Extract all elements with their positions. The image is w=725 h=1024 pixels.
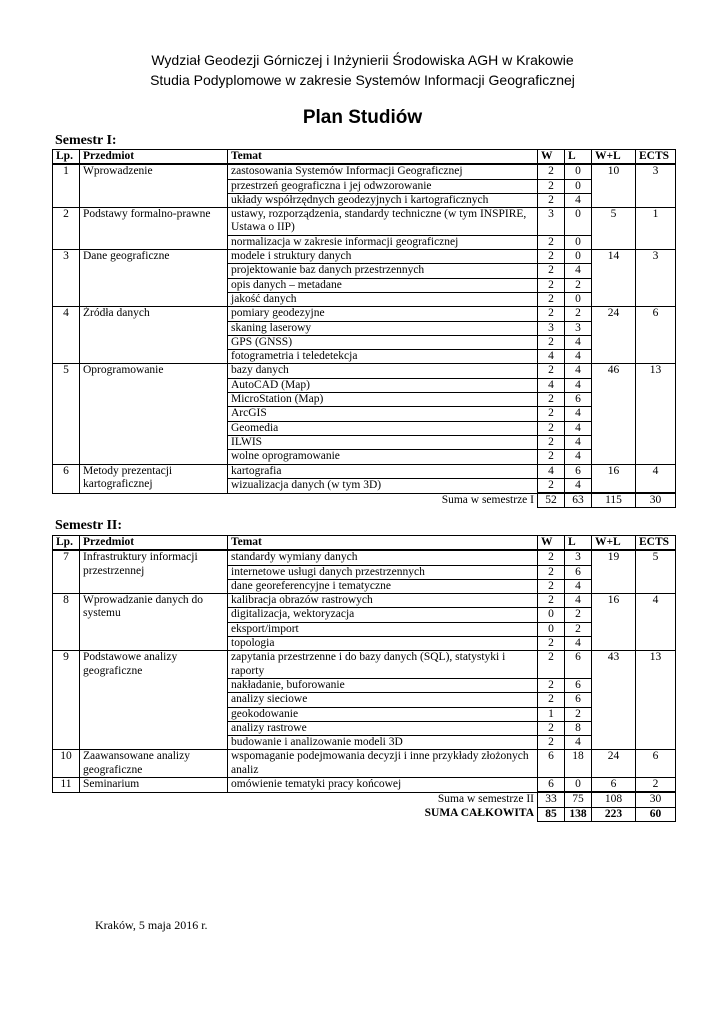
subject-name: Źródła danych bbox=[80, 307, 228, 364]
summary-wl: 115 bbox=[592, 493, 636, 508]
topic-name: Geomedia bbox=[228, 421, 538, 435]
total-hours: 43 bbox=[592, 651, 636, 750]
table-row bbox=[53, 594, 676, 608]
col-header-ects: ECTS bbox=[636, 150, 676, 165]
ects-points: 13 bbox=[636, 364, 676, 464]
total-hours: 19 bbox=[592, 550, 636, 593]
total-hours: 24 bbox=[592, 307, 636, 364]
lecture-hours: 2 bbox=[538, 164, 565, 179]
topic-name: zapytania przestrzenne i do bazy danych (SQL), statystyki i raporty bbox=[228, 651, 538, 679]
page-title: Plan Studiów bbox=[302, 107, 423, 128]
summary-wl: 108 bbox=[592, 792, 636, 807]
lab-hours: 4 bbox=[565, 335, 592, 349]
summary-row bbox=[53, 493, 676, 508]
total-hours: 10 bbox=[592, 164, 636, 207]
lab-hours: 0 bbox=[565, 179, 592, 193]
table-row bbox=[53, 550, 676, 565]
summary-ects: 30 bbox=[636, 493, 676, 508]
lab-hours: 4 bbox=[565, 594, 592, 608]
lecture-hours: 3 bbox=[538, 208, 565, 236]
ects-points: 3 bbox=[636, 250, 676, 307]
lab-hours: 2 bbox=[565, 307, 592, 321]
topic-name: normalizacja w zakresie informacji geograficznej bbox=[228, 235, 538, 249]
lab-hours: 4 bbox=[565, 736, 592, 750]
ects-points: 2 bbox=[636, 778, 676, 793]
lab-hours: 0 bbox=[565, 164, 592, 179]
lecture-hours: 4 bbox=[538, 378, 565, 392]
lab-hours: 4 bbox=[565, 435, 592, 449]
summary-w: 85 bbox=[538, 807, 565, 821]
lecture-hours: 2 bbox=[538, 421, 565, 435]
summary-ects: 30 bbox=[636, 792, 676, 807]
lecture-hours: 0 bbox=[538, 622, 565, 636]
lab-hours: 6 bbox=[565, 651, 592, 679]
lecture-hours: 2 bbox=[538, 264, 565, 278]
place-date: Kraków, 5 maja 2016 r. bbox=[95, 918, 208, 932]
lab-hours: 4 bbox=[565, 264, 592, 278]
faculty-name: Wydział Geodezji Górniczej i Inżynierii Środowiska AGH w Krakowie bbox=[151, 52, 574, 68]
lecture-hours: 4 bbox=[538, 350, 565, 364]
table-row bbox=[53, 464, 676, 478]
summary-l: 138 bbox=[565, 807, 592, 821]
lecture-hours: 2 bbox=[538, 193, 565, 207]
ects-points: 4 bbox=[636, 594, 676, 651]
topic-name: dane georeferencyjne i tematyczne bbox=[228, 579, 538, 593]
total-hours: 6 bbox=[592, 778, 636, 793]
lecture-hours: 4 bbox=[538, 464, 565, 478]
summary-label: Suma w semestrze I bbox=[441, 493, 534, 506]
lecture-hours: 2 bbox=[538, 693, 565, 707]
ects-points: 5 bbox=[636, 550, 676, 593]
subject-number: 11 bbox=[53, 778, 80, 793]
lecture-hours: 2 bbox=[538, 364, 565, 378]
topic-name: kalibracja obrazów rastrowych bbox=[228, 594, 538, 608]
lab-hours: 2 bbox=[565, 622, 592, 636]
semester-1-table bbox=[52, 149, 676, 508]
lecture-hours: 3 bbox=[538, 321, 565, 335]
lecture-hours: 2 bbox=[538, 307, 565, 321]
subject-name: Metody prezentacji kartograficznej bbox=[80, 464, 228, 493]
lab-hours: 6 bbox=[565, 678, 592, 692]
lecture-hours: 2 bbox=[538, 179, 565, 193]
table-row bbox=[53, 307, 676, 321]
topic-name: topologia bbox=[228, 637, 538, 651]
subject-number: 9 bbox=[53, 651, 80, 750]
topic-name: AutoCAD (Map) bbox=[228, 378, 538, 392]
topic-name: budowanie i analizowanie modeli 3D bbox=[228, 736, 538, 750]
ects-points: 1 bbox=[636, 208, 676, 250]
subject-name: Podstawy formalno-prawne bbox=[80, 208, 228, 250]
topic-name: projektowanie baz danych przestrzennych bbox=[228, 264, 538, 278]
lab-hours: 4 bbox=[565, 193, 592, 207]
lecture-hours: 0 bbox=[538, 608, 565, 622]
col-header-wl: W+L bbox=[592, 536, 636, 551]
table-row bbox=[53, 778, 676, 793]
lab-hours: 3 bbox=[565, 550, 592, 565]
topic-name: układy współrzędnych geodezyjnych i kartograficznych bbox=[228, 193, 538, 207]
ects-points: 6 bbox=[636, 307, 676, 364]
subject-name: Wprowadzanie danych do systemu bbox=[80, 594, 228, 651]
subject-number: 5 bbox=[53, 364, 80, 464]
lecture-hours: 2 bbox=[538, 393, 565, 407]
summary-wl: 223 bbox=[592, 807, 636, 821]
summary-ects: 60 bbox=[636, 807, 676, 821]
topic-name: nakładanie, buforowanie bbox=[228, 678, 538, 692]
summary-row bbox=[53, 807, 676, 821]
lab-hours: 6 bbox=[565, 464, 592, 478]
lab-hours: 4 bbox=[565, 364, 592, 378]
topic-name: wizualizacja danych (w tym 3D) bbox=[228, 478, 538, 493]
col-header-wl: W+L bbox=[592, 150, 636, 165]
topic-name: standardy wymiany danych bbox=[228, 550, 538, 565]
lab-hours: 2 bbox=[565, 707, 592, 721]
total-hours: 16 bbox=[592, 594, 636, 651]
topic-name: fotogrametria i teledetekcja bbox=[228, 350, 538, 364]
subject-number: 2 bbox=[53, 208, 80, 250]
lab-hours: 4 bbox=[565, 478, 592, 493]
lab-hours: 4 bbox=[565, 450, 592, 464]
summary-w: 52 bbox=[538, 493, 565, 508]
summary-label: Suma w semestrze II bbox=[437, 792, 534, 805]
lab-hours: 8 bbox=[565, 721, 592, 735]
summary-l: 63 bbox=[565, 493, 592, 508]
ects-points: 6 bbox=[636, 750, 676, 778]
subject-number: 1 bbox=[53, 164, 80, 207]
lab-hours: 4 bbox=[565, 579, 592, 593]
lecture-hours: 2 bbox=[538, 278, 565, 292]
lecture-hours: 2 bbox=[538, 407, 565, 421]
lecture-hours: 2 bbox=[538, 637, 565, 651]
summary-spacer bbox=[53, 493, 228, 508]
col-header-ects: ECTS bbox=[636, 536, 676, 551]
topic-name: ustawy, rozporządzenia, standardy techniczne (w tym INSPIRE, Ustawa o IIP) bbox=[228, 208, 538, 236]
table-row bbox=[53, 164, 676, 179]
subject-number: 4 bbox=[53, 307, 80, 364]
lab-hours: 2 bbox=[565, 278, 592, 292]
lecture-hours: 2 bbox=[538, 292, 565, 306]
lecture-hours: 2 bbox=[538, 550, 565, 565]
summary-spacer bbox=[53, 807, 228, 821]
topic-name: ArcGIS bbox=[228, 407, 538, 421]
lab-hours: 3 bbox=[565, 321, 592, 335]
lecture-hours: 2 bbox=[538, 651, 565, 679]
col-header-subject: Przedmiot bbox=[80, 536, 228, 551]
lecture-hours: 2 bbox=[538, 250, 565, 264]
table-row bbox=[53, 364, 676, 378]
col-header-topic: Temat bbox=[228, 150, 538, 165]
table-row bbox=[53, 750, 676, 778]
total-hours: 24 bbox=[592, 750, 636, 778]
lecture-hours: 2 bbox=[538, 450, 565, 464]
lab-hours: 2 bbox=[565, 608, 592, 622]
col-header-topic: Temat bbox=[228, 536, 538, 551]
ects-points: 3 bbox=[636, 164, 676, 207]
topic-name: analizy rastrowe bbox=[228, 721, 538, 735]
topic-name: modele i struktury danych bbox=[228, 250, 538, 264]
total-hours: 5 bbox=[592, 208, 636, 250]
topic-name: bazy danych bbox=[228, 364, 538, 378]
lecture-hours: 2 bbox=[538, 565, 565, 579]
lab-hours: 4 bbox=[565, 350, 592, 364]
ects-points: 4 bbox=[636, 464, 676, 493]
col-header-subject: Przedmiot bbox=[80, 150, 228, 165]
lab-hours: 4 bbox=[565, 421, 592, 435]
col-header-l: L bbox=[565, 150, 592, 165]
semester-2-table bbox=[52, 535, 676, 822]
topic-name: opis danych – metadane bbox=[228, 278, 538, 292]
topic-name: GPS (GNSS) bbox=[228, 335, 538, 349]
ects-points: 13 bbox=[636, 651, 676, 750]
lecture-hours: 6 bbox=[538, 750, 565, 778]
lecture-hours: 2 bbox=[538, 579, 565, 593]
summary-l: 75 bbox=[565, 792, 592, 807]
topic-name: pomiary geodezyjne bbox=[228, 307, 538, 321]
subject-number: 10 bbox=[53, 750, 80, 778]
lab-hours: 4 bbox=[565, 407, 592, 421]
table-row bbox=[53, 651, 676, 679]
lecture-hours: 2 bbox=[538, 478, 565, 493]
topic-name: przestrzeń geograficzna i jej odwzorowanie bbox=[228, 179, 538, 193]
lab-hours: 0 bbox=[565, 778, 592, 793]
subject-name: Zaawansowane analizy geograficzne bbox=[80, 750, 228, 778]
lecture-hours: 2 bbox=[538, 678, 565, 692]
subject-number: 8 bbox=[53, 594, 80, 651]
subject-number: 6 bbox=[53, 464, 80, 493]
lab-hours: 6 bbox=[565, 565, 592, 579]
lab-hours: 4 bbox=[565, 378, 592, 392]
semester-1-label: Semestr I: bbox=[55, 133, 117, 148]
topic-name: MicroStation (Map) bbox=[228, 393, 538, 407]
lecture-hours: 2 bbox=[538, 736, 565, 750]
topic-name: analizy sieciowe bbox=[228, 693, 538, 707]
col-header-l: L bbox=[565, 536, 592, 551]
total-hours: 14 bbox=[592, 250, 636, 307]
topic-name: kartografia bbox=[228, 464, 538, 478]
lab-hours: 6 bbox=[565, 693, 592, 707]
subject-name: Wprowadzenie bbox=[80, 164, 228, 207]
lecture-hours: 2 bbox=[538, 594, 565, 608]
lecture-hours: 2 bbox=[538, 435, 565, 449]
total-hours: 46 bbox=[592, 364, 636, 464]
subject-name: Dane geograficzne bbox=[80, 250, 228, 307]
col-header-lp: Lp. bbox=[53, 536, 80, 551]
topic-name: geokodowanie bbox=[228, 707, 538, 721]
topic-name: omówienie tematyki pracy końcowej bbox=[228, 778, 538, 793]
lab-hours: 0 bbox=[565, 250, 592, 264]
total-hours: 16 bbox=[592, 464, 636, 493]
table-row bbox=[53, 208, 676, 236]
topic-name: jakość danych bbox=[228, 292, 538, 306]
lecture-hours: 2 bbox=[538, 335, 565, 349]
topic-name: skaning laserowy bbox=[228, 321, 538, 335]
summary-row bbox=[53, 792, 676, 807]
lecture-hours: 2 bbox=[538, 235, 565, 249]
lecture-hours: 6 bbox=[538, 778, 565, 793]
summary-spacer bbox=[53, 792, 228, 807]
topic-name: wolne oprogramowanie bbox=[228, 450, 538, 464]
subject-number: 7 bbox=[53, 550, 80, 593]
subject-number: 3 bbox=[53, 250, 80, 307]
lab-hours: 0 bbox=[565, 208, 592, 236]
col-header-w: W bbox=[538, 150, 565, 165]
subject-name: Podstawowe analizy geograficzne bbox=[80, 651, 228, 750]
topic-name: digitalizacja, wektoryzacja bbox=[228, 608, 538, 622]
col-header-lp: Lp. bbox=[53, 150, 80, 165]
topic-name: internetowe usługi danych przestrzennych bbox=[228, 565, 538, 579]
col-header-w: W bbox=[538, 536, 565, 551]
lab-hours: 4 bbox=[565, 637, 592, 651]
lecture-hours: 1 bbox=[538, 707, 565, 721]
program-name: Studia Podyplomowe w zakresie Systemów Informacji Geograficznej bbox=[150, 72, 575, 88]
lab-hours: 0 bbox=[565, 235, 592, 249]
lab-hours: 18 bbox=[565, 750, 592, 778]
topic-name: zastosowania Systemów Informacji Geograficznej bbox=[228, 164, 538, 179]
subject-name: Oprogramowanie bbox=[80, 364, 228, 464]
lecture-hours: 2 bbox=[538, 721, 565, 735]
summary-w: 33 bbox=[538, 792, 565, 807]
subject-name: Seminarium bbox=[80, 778, 228, 793]
table-row bbox=[53, 250, 676, 264]
subject-name: Infrastruktury informacji przestrzennej bbox=[80, 550, 228, 593]
lab-hours: 6 bbox=[565, 393, 592, 407]
topic-name: wspomaganie podejmowania decyzji i inne przykłady złożonych analiz bbox=[228, 750, 538, 778]
lab-hours: 0 bbox=[565, 292, 592, 306]
summary-label: SUMA CAŁKOWITA bbox=[424, 807, 534, 820]
topic-name: ILWIS bbox=[228, 435, 538, 449]
semester-2-label: Semestr II: bbox=[55, 518, 123, 533]
topic-name: eksport/import bbox=[228, 622, 538, 636]
